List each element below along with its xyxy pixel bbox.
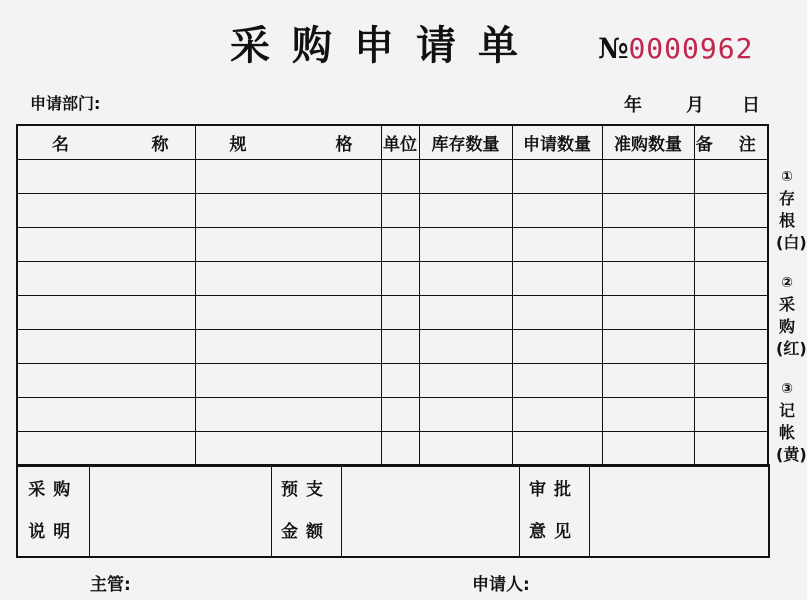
cell-remarks[interactable] bbox=[694, 262, 768, 296]
cell-request-qty[interactable] bbox=[512, 262, 602, 296]
cell-approved-qty[interactable] bbox=[602, 432, 694, 467]
cell-unit[interactable] bbox=[381, 228, 419, 262]
cell-stock-qty[interactable] bbox=[419, 296, 512, 330]
prepay-amount-label: 预支 金额 bbox=[271, 465, 341, 557]
copy-label-stub: ① 存 根 (白) bbox=[776, 169, 807, 252]
cell-request-qty[interactable] bbox=[512, 160, 602, 194]
serial-value: 0000962 bbox=[628, 32, 754, 65]
cell-unit[interactable] bbox=[381, 364, 419, 398]
cell-approved-qty[interactable] bbox=[602, 262, 694, 296]
table-row bbox=[17, 330, 768, 364]
cell-spec[interactable] bbox=[195, 228, 381, 262]
cell-spec[interactable] bbox=[195, 364, 381, 398]
cell-stock-qty[interactable] bbox=[419, 194, 512, 228]
cell-unit[interactable] bbox=[381, 330, 419, 364]
col-stock-qty-header: 库存数量 bbox=[419, 125, 512, 160]
cell-stock-qty[interactable] bbox=[419, 432, 512, 467]
col-name-header: 名 称 bbox=[17, 125, 195, 160]
cell-spec[interactable] bbox=[195, 398, 381, 432]
cell-unit[interactable] bbox=[381, 160, 419, 194]
cell-request-qty[interactable] bbox=[512, 296, 602, 330]
cell-remarks[interactable] bbox=[694, 364, 768, 398]
table-row bbox=[17, 262, 768, 296]
prepay-amount-field[interactable] bbox=[341, 465, 519, 557]
purchase-note-label: 采购 说明 bbox=[17, 465, 89, 557]
cell-spec[interactable] bbox=[195, 432, 381, 467]
cell-name[interactable] bbox=[17, 262, 195, 296]
cell-name[interactable] bbox=[17, 432, 195, 467]
cell-unit[interactable] bbox=[381, 296, 419, 330]
serial-number bbox=[598, 32, 753, 65]
cell-stock-qty[interactable] bbox=[419, 398, 512, 432]
cell-name[interactable] bbox=[17, 364, 195, 398]
cell-approved-qty[interactable] bbox=[602, 296, 694, 330]
cell-request-qty[interactable] bbox=[512, 194, 602, 228]
cell-unit[interactable] bbox=[381, 262, 419, 296]
cell-name[interactable] bbox=[17, 296, 195, 330]
form-title: 采购申请单 bbox=[230, 22, 540, 69]
table-row bbox=[17, 160, 768, 194]
approval-opinion-label: 审批 意见 bbox=[519, 465, 589, 557]
cell-spec[interactable] bbox=[195, 296, 381, 330]
cell-remarks[interactable] bbox=[694, 330, 768, 364]
table-row bbox=[17, 296, 768, 330]
col-unit-header: 单位 bbox=[381, 125, 419, 160]
cell-approved-qty[interactable] bbox=[602, 228, 694, 262]
cell-stock-qty[interactable] bbox=[419, 364, 512, 398]
col-spec-header: 规 格 bbox=[195, 125, 381, 160]
purchase-note-field[interactable] bbox=[89, 465, 271, 557]
serial-label: № bbox=[598, 32, 629, 65]
cell-spec[interactable] bbox=[195, 194, 381, 228]
col-approved-qty-header: 准购数量 bbox=[602, 125, 694, 160]
col-remarks-header: 备 注 bbox=[694, 125, 768, 160]
table-row bbox=[17, 432, 768, 467]
cell-stock-qty[interactable] bbox=[419, 160, 512, 194]
cell-approved-qty[interactable] bbox=[602, 398, 694, 432]
cell-stock-qty[interactable] bbox=[419, 262, 512, 296]
cell-remarks[interactable] bbox=[694, 160, 768, 194]
cell-unit[interactable] bbox=[381, 194, 419, 228]
approval-table bbox=[16, 464, 770, 558]
copy-label-purchase: ② 采 购 (红) bbox=[776, 275, 807, 358]
date-day-label: 日 bbox=[742, 95, 760, 116]
cell-name[interactable] bbox=[17, 398, 195, 432]
cell-spec[interactable] bbox=[195, 262, 381, 296]
cell-remarks[interactable] bbox=[694, 194, 768, 228]
cell-request-qty[interactable] bbox=[512, 432, 602, 467]
cell-stock-qty[interactable] bbox=[419, 228, 512, 262]
cell-unit[interactable] bbox=[381, 432, 419, 467]
table-header-row bbox=[17, 125, 768, 160]
cell-request-qty[interactable] bbox=[512, 398, 602, 432]
cell-remarks[interactable] bbox=[694, 296, 768, 330]
cell-name[interactable] bbox=[17, 330, 195, 364]
items-table bbox=[16, 124, 769, 467]
cell-remarks[interactable] bbox=[694, 432, 768, 467]
cell-approved-qty[interactable] bbox=[602, 330, 694, 364]
supervisor-label: 主管: bbox=[90, 575, 131, 595]
col-request-qty-header: 申请数量 bbox=[512, 125, 602, 160]
department-label: 申请部门: bbox=[30, 94, 101, 113]
date-year-label: 年 bbox=[624, 95, 642, 116]
cell-request-qty[interactable] bbox=[512, 364, 602, 398]
cell-approved-qty[interactable] bbox=[602, 160, 694, 194]
cell-name[interactable] bbox=[17, 228, 195, 262]
cell-approved-qty[interactable] bbox=[602, 194, 694, 228]
table-row bbox=[17, 194, 768, 228]
table-row bbox=[17, 228, 768, 262]
date-month-label: 月 bbox=[686, 95, 704, 116]
cell-spec[interactable] bbox=[195, 160, 381, 194]
cell-unit[interactable] bbox=[381, 398, 419, 432]
copy-label-accounting: ③ 记 帐 (黄) bbox=[776, 381, 807, 464]
cell-spec[interactable] bbox=[195, 330, 381, 364]
cell-approved-qty[interactable] bbox=[602, 364, 694, 398]
table-row bbox=[17, 364, 768, 398]
cell-name[interactable] bbox=[17, 194, 195, 228]
cell-request-qty[interactable] bbox=[512, 228, 602, 262]
approval-opinion-field[interactable] bbox=[589, 465, 769, 557]
cell-request-qty[interactable] bbox=[512, 330, 602, 364]
table-row bbox=[17, 398, 768, 432]
cell-remarks[interactable] bbox=[694, 228, 768, 262]
cell-stock-qty[interactable] bbox=[419, 330, 512, 364]
cell-remarks[interactable] bbox=[694, 398, 768, 432]
applicant-label: 申请人: bbox=[472, 575, 530, 595]
cell-name[interactable] bbox=[17, 160, 195, 194]
